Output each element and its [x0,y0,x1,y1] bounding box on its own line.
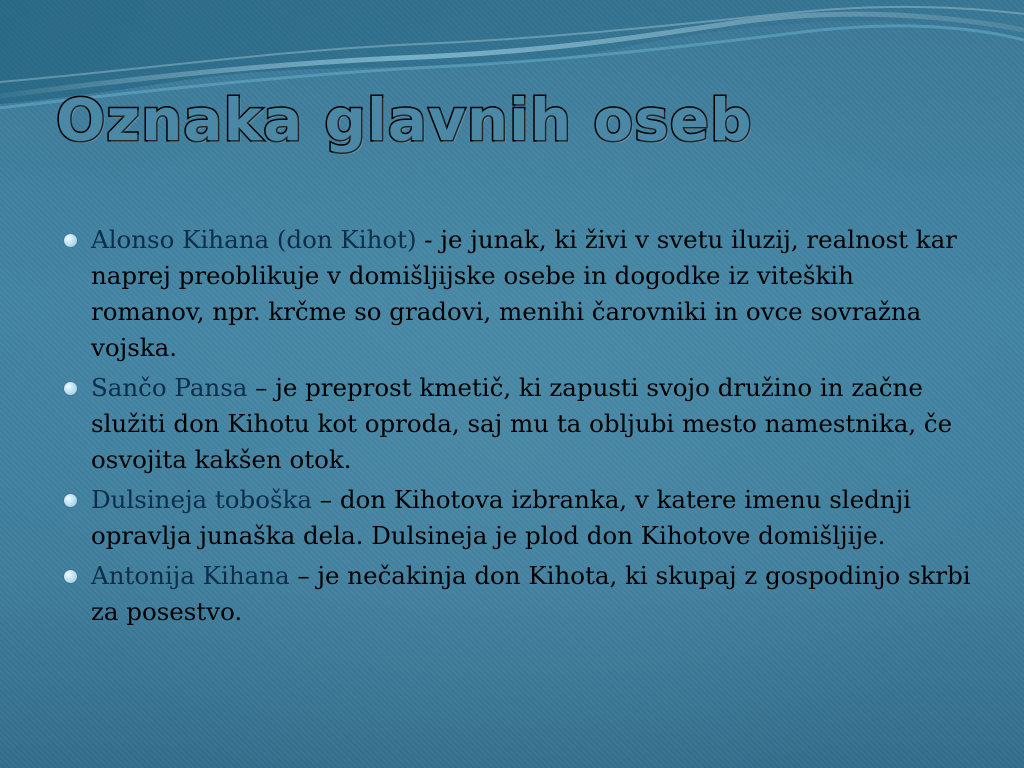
character-description: - je junak, ki živi v svetu iluzij, realnost kar naprej preoblikuje v domišljijske osebe in dogodke iz viteških romanov, npr. krčme so gradovi, menihi čarovniki in ovce sovražna vojska. [91,225,957,362]
slide-title: Oznaka glavnih oseb [56,86,753,154]
character-description: – je nečakinja don Kihota, ki skupaj z gospodinjo skrbi za posestvo. [91,561,971,626]
character-name: Alonso Kihana (don Kihot) [91,225,417,254]
bullet-item-sanco-pansa [64,370,974,478]
bullet-list [64,222,974,634]
character-description: – don Kihotova izbranka, v katere imenu slednji opravlja junaška dela. Dulsineja je plod don Kihotove domišljije. [91,485,912,550]
character-name: Antonija Kihana [91,561,290,590]
bullet-dot-icon [64,494,77,507]
bullet-item-dulsineja-toboska [64,482,974,554]
character-name: Sančo Pansa [91,373,248,402]
bullet-item-antonija-kihana [64,558,974,630]
character-description: – je preprost kmetič, ki zapusti svojo družino in začne služiti don Kihotu kot oproda, saj mu ta obljubi mesto namestnika, če osvojita kakšen otok. [91,373,953,474]
bullet-dot-icon [64,382,77,395]
character-name: Dulsineja toboška [91,485,312,514]
bullet-dot-icon [64,234,77,247]
bullet-item-alonso-kihana [64,222,974,366]
bullet-dot-icon [64,570,77,583]
